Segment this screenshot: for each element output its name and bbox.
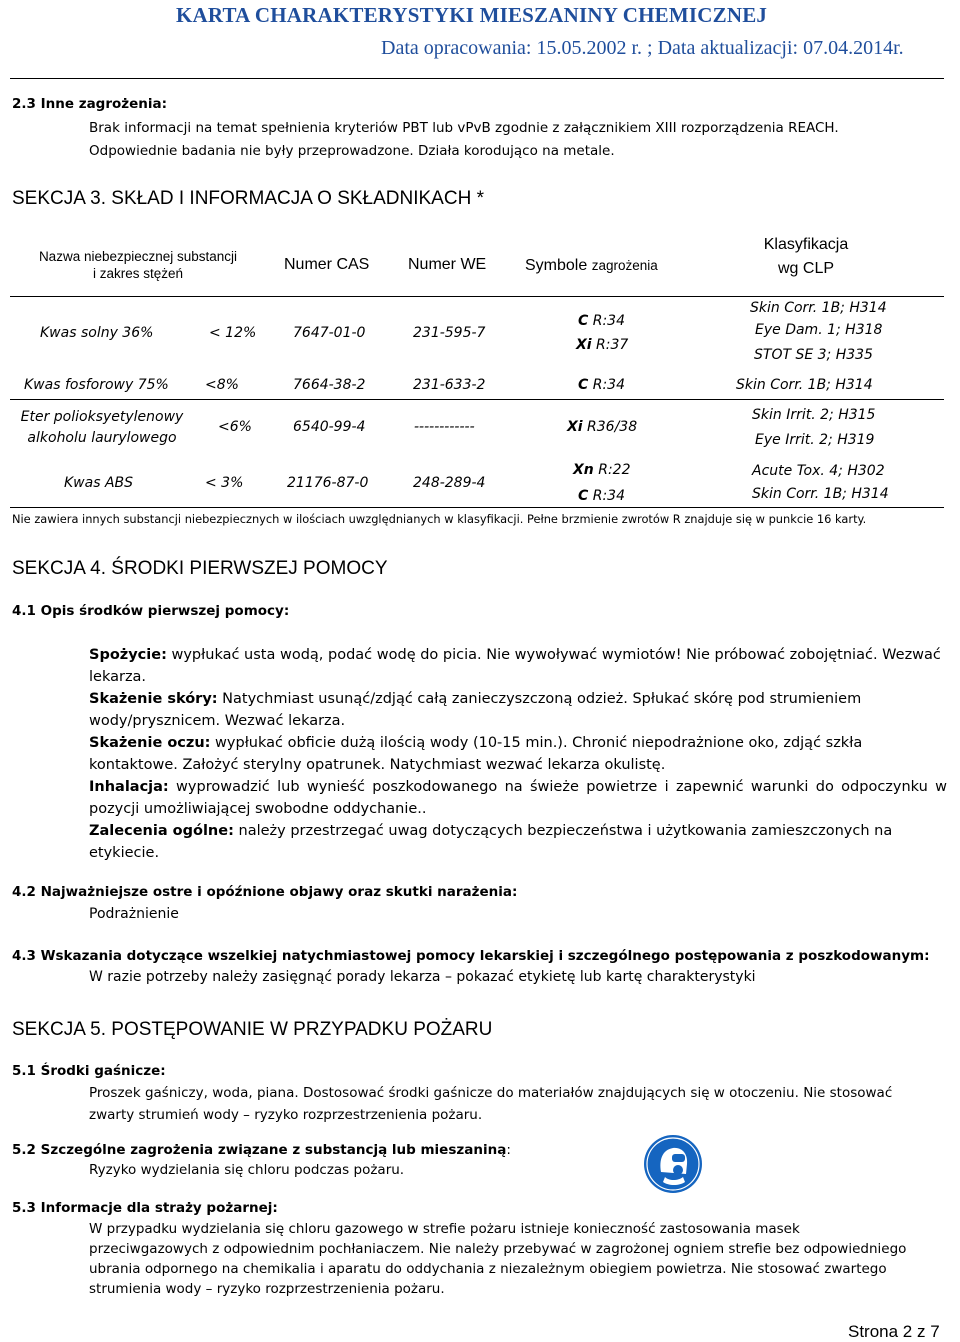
skin-text: Natychmiast usunąć/zdjąć całą zanieczyszczoną odzież. Spłukać skórę pod strumieniem wody/prysznicem. Wezwać lekarza. bbox=[89, 691, 862, 729]
first-aid-eyes bbox=[89, 732, 947, 776]
first-aid-ingestion bbox=[89, 644, 947, 688]
row1-clp3: STOT SE 3; H335 bbox=[754, 347, 873, 363]
th-clp-line1: Klasyfikacja bbox=[763, 236, 849, 253]
row4-clp1: Acute Tox. 4; H302 bbox=[752, 463, 885, 479]
row1-conc: < 12% bbox=[209, 325, 257, 341]
table-header-rule bbox=[10, 296, 944, 297]
s51-text: Proszek gaśniczy, woda, piana. Dostosować środki gaśnicze do materiałów znajdujących się w otoczeniu. Nie stosować zwarty strumień wody – ryzyko rozprzestrzenienia pożaru. bbox=[89, 1085, 893, 1123]
first-aid-general bbox=[89, 820, 947, 864]
th-symbols bbox=[525, 257, 658, 275]
row1-sym1 bbox=[578, 313, 625, 329]
row2-name: Kwas fosforowy 75% bbox=[24, 377, 169, 393]
s53-text: W przypadku wydzielania się chloru gazowego w strefie pożaru istnieje konieczność zastosowania masek przeciwgazowych z odpowiednim pochłaniaczem. Nie należy przebywać w zagrożonej ogniem strefie bez odpowiedniego ubrania odpornego na chemikalia i aparatu do oddychania z niezależnym obiegiem powietrza. Nie stosować zwartego strumienia wody – ryzyko rozprzestrzenienia pożaru. bbox=[89, 1221, 907, 1297]
row2-conc: <8% bbox=[205, 377, 239, 393]
row1-clp1: Skin Corr. 1B; H314 bbox=[750, 300, 887, 316]
row2-sym1-phrase: R:34 bbox=[592, 377, 625, 393]
subsection-heading-4-2: 4.2 Najważniejsze ostre i opóźnione objawy oraz skutki narażenia: bbox=[12, 884, 518, 900]
row4-sym2 bbox=[578, 488, 625, 504]
header-divider bbox=[10, 78, 944, 79]
row2-cas: 7664-38-2 bbox=[293, 377, 366, 393]
section-4-title: SEKCJA 4. ŚRODKI PIERWSZEJ POMOCY bbox=[12, 558, 388, 579]
th-cas: Numer CAS bbox=[284, 256, 370, 273]
row2-sym1 bbox=[578, 377, 625, 393]
document-dates: Data opracowania: 15.05.2002 r. ; Data aktualizacji: 07.04.2014r. bbox=[381, 37, 904, 59]
ingestion-label: Spożycie: bbox=[89, 647, 167, 663]
row4-sym1 bbox=[573, 462, 630, 478]
page-number: Strona 2 z 7 bbox=[848, 1322, 940, 1341]
row1-name: Kwas solny 36% bbox=[40, 325, 154, 341]
subsection-heading-5-3: 5.3 Informacje dla straży pożarnej: bbox=[12, 1200, 278, 1216]
row4-sym2-code: C bbox=[578, 488, 589, 504]
row1-clp2: Eye Dam. 1; H318 bbox=[755, 322, 883, 338]
th-clp-line2: wg CLP bbox=[777, 260, 835, 277]
th-we: Numer WE bbox=[408, 256, 487, 273]
row3-cas: 6540-99-4 bbox=[293, 419, 366, 435]
s52-heading-colon: : bbox=[506, 1142, 511, 1158]
th-symbols-bold: Symbole bbox=[525, 257, 588, 274]
s52-heading-text: 5.2 Szczególne zagrożenia związane z substancją lub mieszaniną bbox=[12, 1142, 507, 1158]
row3-sym1-code: Xi bbox=[567, 419, 583, 435]
first-aid-skin bbox=[89, 688, 947, 732]
row4-we: 248-289-4 bbox=[413, 475, 486, 491]
row1-sym2 bbox=[576, 337, 628, 353]
th-name-line1: Nazwa niebezpiecznej substancji bbox=[38, 249, 238, 264]
subsection-heading-4-1: 4.1 Opis środków pierwszej pomocy: bbox=[12, 603, 290, 619]
eyes-label: Skażenie oczu: bbox=[89, 735, 211, 751]
row1-sym2-code: Xi bbox=[576, 337, 592, 353]
row3-we: ------------ bbox=[414, 419, 475, 435]
first-aid-inhalation bbox=[89, 776, 947, 820]
table-note: Nie zawiera innych substancji niebezpiecznych w ilościach uwzględnianych w klasyfikacji. Pełne brzmienie zwrotów R znajduje się w punkcie 16 karty. bbox=[12, 512, 867, 526]
s43-text: W razie potrzeby należy zasięgnąć porady lekarza – pokazać etykietę lub kartę charakterystyki bbox=[89, 969, 756, 985]
first-aid-measures bbox=[89, 644, 947, 864]
subsection-heading-4-3: 4.3 Wskazania dotyczące wszelkiej natychmiastowej pomocy lekarskiej i szczególnego postępowania z poszkodowanym: bbox=[12, 948, 930, 964]
row3-name-line2: alkoholu laurylowego bbox=[27, 430, 177, 446]
ingestion-text: wypłukać usta wodą, podać wodę do picia. Nie wywoływać wymiotów! Nie próbować zobojętniać. Wezwać lekarza. bbox=[89, 647, 941, 685]
row1-we: 231-595-7 bbox=[413, 325, 486, 341]
row2-we: 231-633-2 bbox=[413, 377, 486, 393]
subsection-heading-2-3: 2.3 Inne zagrożenia: bbox=[12, 96, 168, 112]
skin-label: Skażenie skóry: bbox=[89, 691, 218, 707]
row1-sym1-code: C bbox=[578, 313, 589, 329]
row1-cas: 7647-01-0 bbox=[293, 325, 366, 341]
row3-conc: <6% bbox=[218, 419, 252, 435]
section-3-title: SEKCJA 3. SKŁAD I INFORMACJA O SKŁADNIKACH * bbox=[12, 188, 484, 209]
inhalation-label: Inhalacja: bbox=[89, 779, 169, 795]
row1-sym1-phrase: R:34 bbox=[592, 313, 625, 329]
row3-sym1-phrase: R36/38 bbox=[587, 419, 638, 435]
s23-line-1: Brak informacji na temat spełnienia kryteriów PBT lub vPvB zgodnie z załącznikiem XIII rozporządzenia REACH. bbox=[89, 120, 839, 136]
th-name-line2: i zakres stężeń bbox=[92, 266, 184, 281]
row4-cas: 21176-87-0 bbox=[287, 475, 369, 491]
row4-name: Kwas ABS bbox=[64, 475, 134, 491]
row4-sym1-phrase: R:22 bbox=[598, 462, 631, 478]
s52-text: Ryzyko wydzielania się chloru podczas pożaru. bbox=[89, 1162, 405, 1178]
th-symbols-rest: zagrożenia bbox=[591, 258, 658, 273]
row3-clp1: Skin Irrit. 2; H315 bbox=[752, 407, 876, 423]
respirator-mandatory-sign-icon bbox=[643, 1134, 703, 1194]
section-5-title: SEKCJA 5. POSTĘPOWANIE W PRZYPADKU POŻARU bbox=[12, 1019, 493, 1040]
table-row2-rule bbox=[10, 399, 944, 400]
row1-sym2-phrase: R:37 bbox=[596, 337, 629, 353]
row4-conc: < 3% bbox=[205, 475, 244, 491]
general-text: należy przestrzegać uwag dotyczących bezpieczeństwa i użytkowania zamieszczonych na etykiecie. bbox=[89, 823, 893, 861]
subsection-heading-5-2 bbox=[12, 1142, 511, 1158]
row2-sym1-code: C bbox=[578, 377, 589, 393]
table-bottom-rule bbox=[10, 507, 944, 508]
general-label: Zalecenia ogólne: bbox=[89, 823, 234, 839]
document-title: KARTA CHARAKTERYSTYKI MIESZANINY CHEMICZNEJ bbox=[176, 3, 768, 27]
row4-sym2-phrase: R:34 bbox=[592, 488, 625, 504]
s23-line-2: Odpowiednie badania nie były przeprowadzone. Działa korodująco na metale. bbox=[89, 143, 615, 159]
s42-text: Podrażnienie bbox=[89, 906, 179, 922]
row3-sym1 bbox=[567, 419, 637, 435]
row2-clp1: Skin Corr. 1B; H314 bbox=[736, 377, 873, 393]
row3-clp2: Eye Irrit. 2; H319 bbox=[755, 432, 875, 448]
inhalation-text: wyprowadzić lub wynieść poszkodowanego na świeże powietrze i zapewnić warunki do odpoczynku w pozycji umożliwiającej swobodne oddychanie.. bbox=[89, 779, 947, 817]
row4-clp2: Skin Corr. 1B; H314 bbox=[752, 486, 889, 502]
subsection-heading-5-1: 5.1 Środki gaśnicze: bbox=[12, 1063, 166, 1079]
eyes-text: wypłukać obficie dużą ilością wody (10-15 min.). Chronić niepodrażnione oko, zdjąć szkła kontaktowe. Założyć sterylny opatrunek. Natychmiast wezwać lekarza okulistę. bbox=[89, 735, 863, 773]
row4-sym1-code: Xn bbox=[573, 462, 594, 478]
row3-name-line1: Eter polioksyetylenowy bbox=[20, 409, 184, 425]
